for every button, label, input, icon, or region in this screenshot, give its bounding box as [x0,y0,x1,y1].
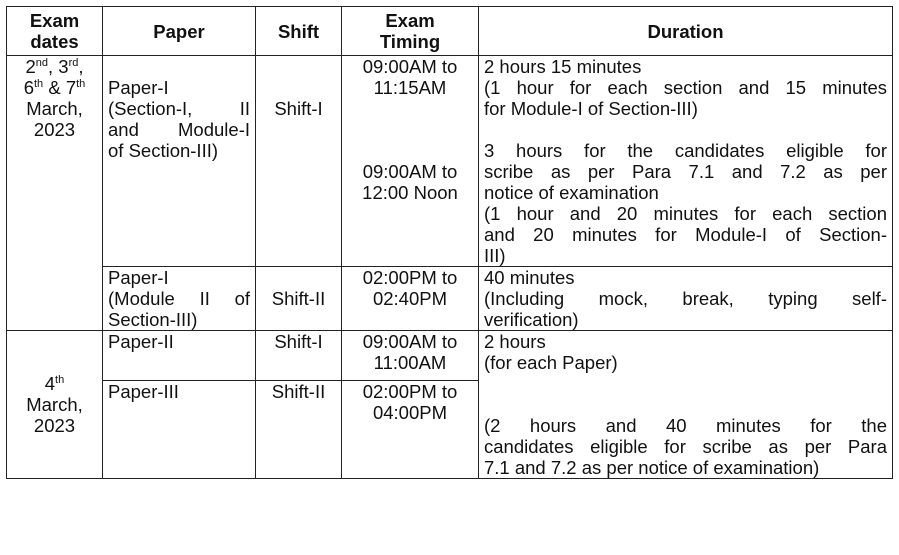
duration-cell [479,267,893,331]
exam-dates-line1: 4th [44,373,65,394]
timing-line: 04:00PM [372,401,448,423]
exam-schedule-table [6,6,893,479]
shift-cell: Shift-II [256,267,342,331]
exam-timing-cell [342,267,479,331]
shift-cell: Shift-II [256,380,342,478]
exam-timing-cell [342,56,479,267]
header-exam-timing [342,7,479,56]
duration-line: 3 hours for the candidates eligible for [484,140,887,161]
header-exam-dates-line1: Exam [29,10,80,31]
exam-dates-year: 2023 [33,415,76,436]
paper-cell [103,267,256,331]
timing-line: 02:00PM to [362,267,458,288]
duration-line: (Including mock, break, typing self- [484,288,887,309]
duration-line: scribe as per Para 7.1 and 7.2 as per [484,161,887,182]
timing-line: 09:00AM to [362,56,458,77]
timing-line: 11:15AM [373,77,447,98]
exam-dates-line2: 6th & 7th [23,77,86,98]
header-exam-timing-line2: Timing [379,31,441,52]
paper-line: Paper-I [108,267,169,288]
timing-line: 11:00AM [373,352,447,373]
duration-cell [479,56,893,267]
exam-dates-cell-march-2-7 [7,56,103,331]
duration-line: 40 minutes [484,267,575,288]
duration-line: for Module-I of Section-III) [484,98,698,119]
duration-line: (for each Paper) [484,352,618,373]
paper-cell [103,56,256,267]
shift-cell: Shift-I [256,56,342,267]
exam-dates-cell-march-4 [7,331,103,479]
duration-line: 2 hours [484,331,546,352]
duration-line: candidates eligible for scribe as per Para [484,436,887,457]
shift-cell: Shift-I [256,331,342,381]
timing-line: 02:00PM to [362,380,458,402]
duration-line: (2 hours and 40 minutes for the [484,415,887,436]
header-exam-timing-line1: Exam [385,10,435,31]
timing-line: 12:00 Noon [362,182,458,203]
timing-line: 09:00AM to [362,331,458,352]
table-row [7,267,893,331]
header-row [7,7,893,56]
duration-line: (1 hour and 20 minutes for each section [484,203,887,224]
duration-line: and 20 minutes for Module-I of Section- [484,224,887,245]
exam-timing-cell [342,380,479,478]
duration-line: notice of examination [484,182,659,203]
header-exam-dates [7,7,103,56]
paper-line: Paper-I [108,77,169,98]
header-shift: Shift [256,7,342,56]
paper-line: (Section-I, II [108,98,250,119]
paper-line: of Section-III) [108,140,219,161]
timing-line: 02:40PM [372,288,448,309]
exam-dates-month: March, [26,394,83,415]
header-duration: Duration [479,7,893,56]
paper-line: (Module II of [108,288,250,309]
duration-line: 7.1 and 7.2 as per notice of examination) [484,457,820,478]
duration-line: (1 hour for each section and 15 minutes [484,77,887,98]
paper-cell: Paper-III [103,380,256,478]
exam-dates-month: March, [26,98,83,119]
duration-cell [479,331,893,479]
duration-line: III) [484,245,506,266]
timing-line: 09:00AM to [362,161,458,182]
duration-line: 2 hours 15 minutes [484,56,642,77]
paper-line: and Module-I [108,119,250,140]
table-row [7,56,893,267]
duration-line: verification) [484,309,579,330]
header-exam-dates-line2: dates [30,31,79,52]
paper-cell: Paper-II [103,331,256,381]
exam-timing-cell [342,331,479,381]
paper-line: Section-III) [108,309,198,330]
exam-dates-year: 2023 [33,119,76,140]
exam-dates-line1: 2nd, 3rd, [25,56,84,77]
header-paper: Paper [103,7,256,56]
table-row [7,331,893,381]
